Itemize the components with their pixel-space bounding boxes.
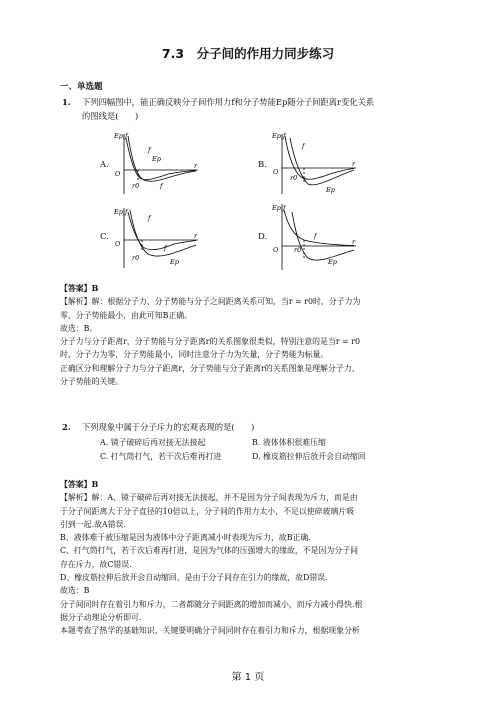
- analysis-line: 存在斥力，故C错误.: [60, 559, 132, 569]
- question-2-solution: [60, 478, 432, 638]
- axis-label-ep-f: Ep,f: [272, 204, 286, 212]
- question-number: 1.: [62, 97, 71, 107]
- curve-label-f: f: [148, 214, 151, 222]
- axis-label-ep-f: Ep,f: [114, 208, 128, 216]
- analysis-line: 于分子间距离大于分子直径的10倍以上，分子间的作用力太小，不足以使碎玻璃片吸: [60, 506, 355, 516]
- option-c-label: C.: [100, 232, 109, 242]
- section-heading: 一、单选题: [60, 82, 103, 92]
- curve-label-ep: Ep: [328, 258, 337, 266]
- choice-b: B. 液体体积很难压缩: [252, 438, 326, 447]
- x-axis-label: r: [352, 238, 356, 246]
- answer-line: 【答案】B: [60, 480, 99, 489]
- axis-label-ep-f: Ep,f: [272, 132, 286, 140]
- graph-c: [112, 204, 202, 270]
- curve-f: [284, 210, 354, 246]
- curve-f: [126, 138, 196, 180]
- graph-b: [270, 130, 360, 196]
- analysis-line: 本题考查了热学的基础知识，关键要明确分子间同时存在着引力和斥力，根据现象分析: [60, 626, 360, 636]
- curve-label-f2: f: [164, 244, 167, 252]
- question-1-line2: 的图线是( ): [82, 111, 139, 121]
- r0-label: r0: [132, 182, 140, 190]
- question-2-text: 下列现象中属于分子斥力的宏观表现的是( ): [82, 422, 255, 432]
- origin-label: O: [273, 168, 279, 176]
- analysis-line: 时，分子力为零，分子势能最小，同时注意分子力为矢量，分子势能为标量。: [60, 350, 329, 360]
- curve-label-f: f: [314, 232, 317, 240]
- curve-f: [128, 212, 196, 250]
- choice-c: C. 打气筒打气，若干次后难再打进: [100, 451, 222, 461]
- page-number: 第 1 页: [231, 672, 265, 683]
- axis-label-ep-f: Ep,f: [114, 132, 128, 140]
- x-axis-label: r: [194, 232, 198, 240]
- answer-line: 【答案】B: [60, 284, 99, 293]
- curve-ep: [130, 210, 196, 256]
- analysis-line: 据分子动理论分析即可.: [60, 612, 142, 622]
- analysis-line: 【解析】解：根据分子力、分子势能与分子之间距离关系可知，当r = r0时，分子力为: [60, 297, 361, 307]
- question-2-stem: [62, 420, 254, 434]
- question-1-stem: [62, 95, 432, 123]
- question-1-line1: 下列四幅图中，能正确反映分子间作用力f和分子势能Ep随分子间距离r变化关系: [82, 97, 375, 107]
- analysis-line: 分子势能的关键。: [60, 377, 124, 387]
- analysis-line: 零，分子势能最小，由此可知B正确。: [60, 310, 193, 320]
- question-1-solution: [60, 282, 432, 388]
- curve-ep: [292, 212, 354, 260]
- analysis-line: B、液体难于被压缩是因为液体中分子距离减小时表现为斥力，故B正确.: [60, 533, 311, 543]
- curve-label-f2: f: [160, 182, 163, 190]
- analysis-line: 正确区分和理解分子力与分子距离r，分子势能与分子距离r的关系图象是理解分子力、: [60, 363, 360, 373]
- origin-label: O: [115, 170, 121, 178]
- graph-a: [112, 130, 202, 196]
- analysis-line: 引到一起.故A错误.: [60, 519, 126, 529]
- analysis-line: 分子力与分子距离r，分子势能与分子距离r的关系图象很类似，特别注意的是当r = r0: [60, 337, 361, 347]
- analysis-line: 分子间同时存在着引力和斥力，二者都随分子间距离的增加而减小，而斥力减小得快.根: [60, 599, 363, 609]
- option-b-label: B.: [258, 160, 267, 170]
- analysis-line: D、橡皮筋拉伸后放开会自动缩回，是由于分子间存在引力的缘故，故D错误.: [60, 573, 328, 583]
- curve-f: [285, 136, 354, 179]
- x-axis-label: r: [194, 162, 198, 170]
- curve-label-f: f: [302, 142, 305, 150]
- curve-label-ep: Ep: [326, 186, 335, 194]
- analysis-line: C、打气筒打气，若干次后难再打进，是因为气体的压强增大的缘故，不是因为分子间: [60, 546, 358, 556]
- r0-label: r0: [294, 246, 302, 254]
- option-a-label: A.: [100, 160, 109, 170]
- question-number: 2.: [62, 422, 71, 432]
- origin-label: O: [273, 246, 279, 254]
- curve-label-ep: Ep: [170, 258, 179, 266]
- r0-label: r0: [132, 254, 140, 262]
- x-axis-label: r: [352, 160, 356, 168]
- curve-ep: [290, 138, 354, 185]
- option-d-label: D.: [258, 232, 268, 242]
- curve-label-f: f: [148, 146, 151, 154]
- origin-label: O: [115, 240, 121, 248]
- choice-d: D. 橡皮筋拉伸后放开会自动缩回: [252, 451, 366, 461]
- analysis-line: 故选：B: [60, 586, 90, 596]
- r0-label: r0: [290, 174, 298, 182]
- page-title: 7.3 分子间的作用力同步练习: [161, 46, 335, 61]
- analysis-line: 故选：B。: [60, 323, 98, 333]
- analysis-line: 【解析】解：A、镜子破碎后再对接无法接起，并不是因为分子间表现为斥力，而是由: [60, 493, 358, 503]
- curve-label-ep: Ep: [152, 155, 161, 163]
- graph-d: [270, 200, 360, 272]
- question-2-choices: [100, 436, 366, 463]
- choice-a: A. 镜子破碎后再对接无法接起: [100, 438, 206, 447]
